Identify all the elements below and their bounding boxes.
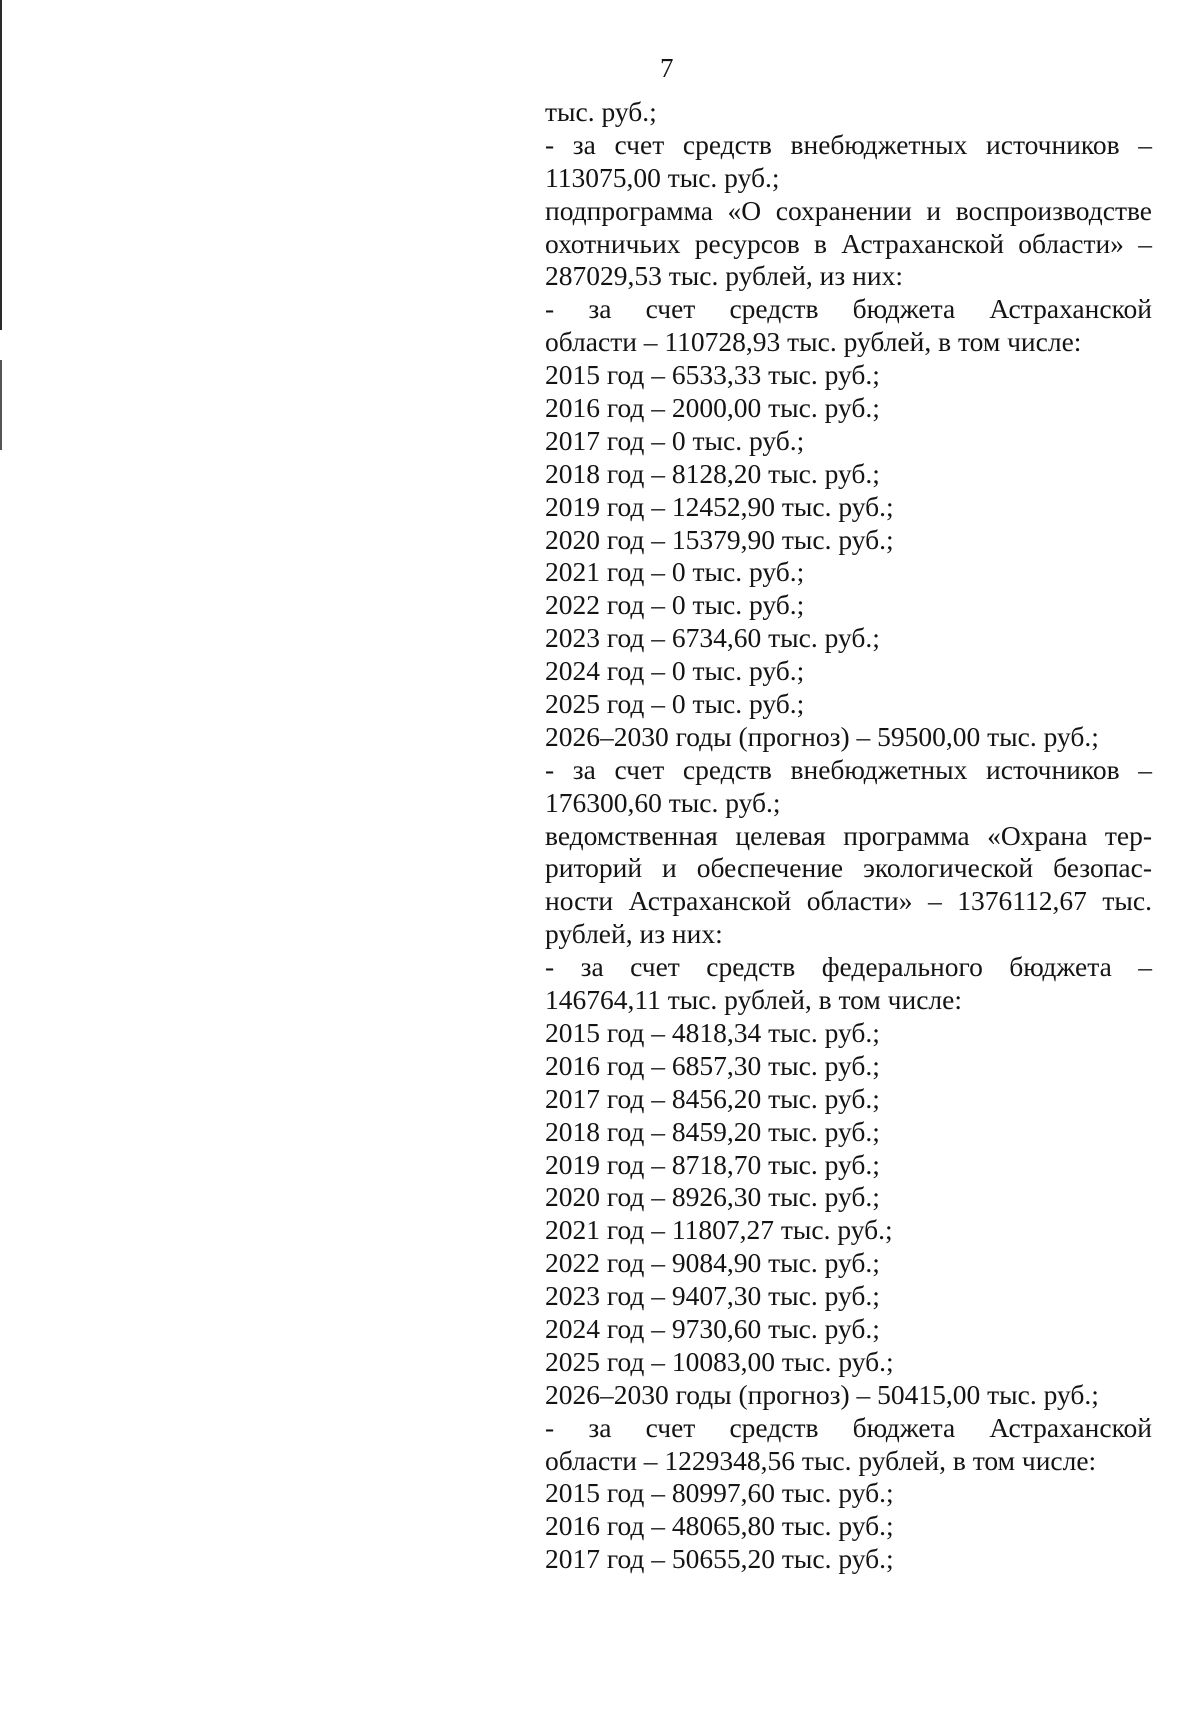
text-line: 2025 год – 10083,00 тыс. руб.;: [545, 1345, 894, 1377]
text-line: 2017 год – 0 тыс. руб.;: [545, 424, 805, 456]
text-line: 2021 год – 0 тыс. руб.;: [545, 556, 805, 588]
text-line: 2017 год – 50655,20 тыс. руб.;: [545, 1543, 894, 1575]
document-body: [545, 96, 1152, 1576]
text-line: 2016 год – 2000,00 тыс. руб.;: [545, 392, 880, 424]
text-line: 2020 год – 8926,30 тыс. руб.;: [545, 1181, 880, 1213]
text-line: 2015 год – 6533,33 тыс. руб.;: [545, 359, 880, 391]
text-line: области – 110728,93 тыс. рублей, в том числе:: [545, 326, 1082, 358]
text-line: 2019 год – 12452,90 тыс. руб.;: [545, 490, 894, 522]
text-line: 146764,11 тыс. рублей, в том числе:: [545, 984, 962, 1016]
text-line: 2017 год – 8456,20 тыс. руб.;: [545, 1082, 880, 1114]
text-line: подпрограмма «О сохранении и воспроизводстве: [545, 194, 1152, 226]
text-line: 2016 год – 6857,30 тыс. руб.;: [545, 1049, 880, 1081]
text-line: 113075,00 тыс. руб.;: [545, 161, 780, 193]
text-line: 2022 год – 0 тыс. руб.;: [545, 589, 805, 621]
text-line: 176300,60 тыс. руб.;: [545, 786, 781, 818]
text-line: области – 1229348,56 тыс. рублей, в том числе:: [545, 1444, 1097, 1476]
text-line: 2026–2030 годы (прогноз) – 59500,00 тыс. руб.;: [545, 720, 1099, 752]
text-line: 2018 год – 8128,20 тыс. руб.;: [545, 457, 880, 489]
scan-edge-mark: [0, 360, 2, 450]
scan-edge-mark: [0, 0, 2, 330]
page-number: 7: [660, 53, 674, 83]
text-line: 2019 год – 8718,70 тыс. руб.;: [545, 1148, 880, 1180]
text-line: - за счет средств бюджета Астраханской: [545, 293, 1152, 325]
text-line: 2024 год – 0 тыс. руб.;: [545, 655, 805, 687]
text-line: 2025 год – 0 тыс. руб.;: [545, 688, 805, 720]
text-line: 2015 год – 80997,60 тыс. руб.;: [545, 1477, 894, 1509]
text-line: ведомственная целевая программа «Охрана тер-: [545, 819, 1152, 851]
text-line: 2024 год – 9730,60 тыс. руб.;: [545, 1312, 880, 1344]
text-line: 287029,53 тыс. рублей, из них:: [545, 260, 903, 292]
text-line: 2018 год – 8459,20 тыс. руб.;: [545, 1115, 880, 1147]
text-line: риторий и обеспечение экологической безопас-: [545, 852, 1152, 884]
text-line: 2020 год – 15379,90 тыс. руб.;: [545, 523, 894, 555]
text-line: - за счет средств внебюджетных источников –: [545, 128, 1152, 160]
text-line: 2026–2030 годы (прогноз) – 50415,00 тыс. руб.;: [545, 1378, 1099, 1410]
text-line: - за счет средств бюджета Астраханской: [545, 1411, 1152, 1443]
text-line: 2016 год – 48065,80 тыс. руб.;: [545, 1510, 894, 1542]
text-line: - за счет средств федерального бюджета –: [545, 951, 1152, 983]
text-line: 2023 год – 6734,60 тыс. руб.;: [545, 622, 880, 654]
text-line: 2021 год – 11807,27 тыс. руб.;: [545, 1214, 893, 1246]
text-line: - за счет средств внебюджетных источников –: [545, 753, 1152, 785]
text-line: 2015 год – 4818,34 тыс. руб.;: [545, 1016, 880, 1048]
text-line: ности Астраханской области» – 1376112,67 тыс.: [545, 885, 1152, 917]
text-line: 2022 год – 9084,90 тыс. руб.;: [545, 1247, 880, 1279]
text-line: охотничьих ресурсов в Астраханской области» –: [545, 227, 1152, 259]
text-line: рублей, из них:: [545, 918, 723, 950]
text-line: 2023 год – 9407,30 тыс. руб.;: [545, 1280, 880, 1312]
text-line: тыс. руб.;: [545, 96, 657, 127]
